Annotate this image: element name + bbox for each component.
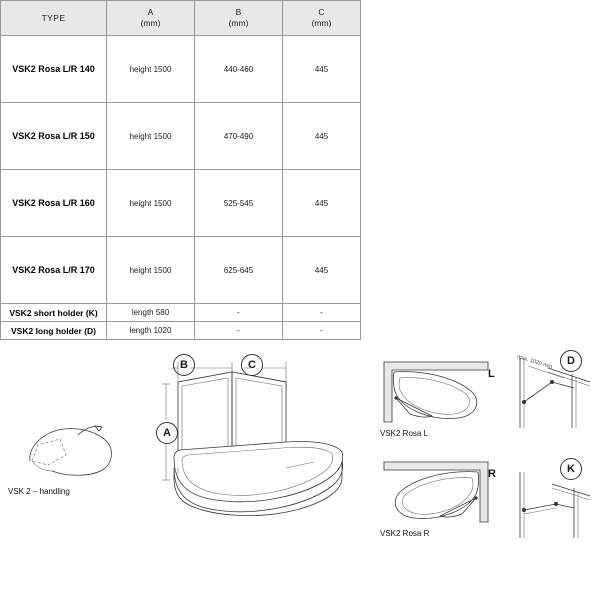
holder-d-diagram — [512, 352, 594, 432]
cell-c: 445 — [283, 36, 361, 103]
holder-k-diagram — [512, 462, 594, 542]
cell-c: 445 — [283, 237, 361, 304]
table-row — [1, 36, 361, 103]
label-d-text: D — [567, 355, 575, 367]
label-c-circle — [241, 354, 263, 376]
table-header-row — [1, 1, 361, 36]
cell-a: height 1500 — [107, 103, 195, 170]
table-body — [1, 36, 361, 340]
cell-a: height 1500 — [107, 36, 195, 103]
cell-type: VSK2 long holder (D) — [1, 322, 107, 340]
label-l-text: L — [488, 368, 495, 380]
rosa-r-caption: VSK2 Rosa R — [380, 529, 430, 538]
cell-type: VSK2 Rosa L/R 160 — [1, 170, 107, 237]
figure-rosa-l — [380, 358, 500, 438]
label-k-text: K — [567, 463, 575, 475]
cell-a: length 1020 — [107, 322, 195, 340]
cell-a: length 580 — [107, 304, 195, 322]
label-b-text: B — [180, 359, 188, 371]
figure-handling — [8, 415, 138, 496]
figure-area — [0, 340, 600, 610]
specification-table — [0, 0, 361, 340]
label-a-text: A — [163, 427, 171, 439]
handling-caption: VSK 2 – handling — [8, 487, 70, 496]
cell-a: height 1500 — [107, 170, 195, 237]
label-r-text: R — [488, 468, 496, 480]
figure-holder-d — [512, 352, 594, 432]
table-row — [1, 170, 361, 237]
column-header-type — [1, 1, 107, 36]
cell-c: - — [283, 322, 361, 340]
column-header-a-label: A — [147, 7, 154, 18]
figure-main-screen — [146, 340, 366, 540]
column-header-c-unit: (mm) — [311, 18, 332, 28]
cell-b: 470-490 — [195, 103, 283, 170]
holder-d-note: max. 1020 mm — [516, 354, 553, 371]
column-header-type-label: TYPE — [41, 12, 66, 23]
rosa-l-plan-diagram — [380, 358, 492, 426]
cell-b: 440-460 — [195, 36, 283, 103]
table-row — [1, 304, 361, 322]
cell-c: 445 — [283, 170, 361, 237]
label-d-circle — [560, 350, 582, 372]
figure-holder-k — [512, 462, 594, 542]
rosa-r-plan-diagram — [380, 458, 492, 526]
cell-type: VSK2 Rosa L/R 170 — [1, 237, 107, 304]
cell-type: VSK2 Rosa L/R 140 — [1, 36, 107, 103]
cell-type: VSK2 Rosa L/R 150 — [1, 103, 107, 170]
label-b-circle — [173, 354, 195, 376]
label-a-circle — [156, 422, 178, 444]
column-header-a — [107, 1, 195, 36]
table-row — [1, 237, 361, 304]
column-header-a-unit: (mm) — [140, 18, 161, 28]
column-header-b-unit: (mm) — [228, 18, 249, 28]
cell-type: VSK2 short holder (K) — [1, 304, 107, 322]
cell-b: - — [195, 304, 283, 322]
rosa-l-caption: VSK2 Rosa L — [380, 429, 429, 438]
cell-a: height 1500 — [107, 237, 195, 304]
figure-rosa-r — [380, 458, 500, 538]
cell-b: 625-645 — [195, 237, 283, 304]
column-header-c — [283, 1, 361, 36]
column-header-b — [195, 1, 283, 36]
table-row — [1, 103, 361, 170]
handling-diagram-icon — [8, 415, 138, 485]
column-header-b-label: B — [235, 7, 242, 18]
label-k-circle — [560, 458, 582, 480]
table-row — [1, 322, 361, 340]
cell-c: 445 — [283, 103, 361, 170]
cell-b: 525-545 — [195, 170, 283, 237]
label-c-text: C — [248, 359, 256, 371]
cell-b: - — [195, 322, 283, 340]
table-head — [1, 1, 361, 36]
cell-c: - — [283, 304, 361, 322]
column-header-c-label: C — [318, 7, 325, 18]
